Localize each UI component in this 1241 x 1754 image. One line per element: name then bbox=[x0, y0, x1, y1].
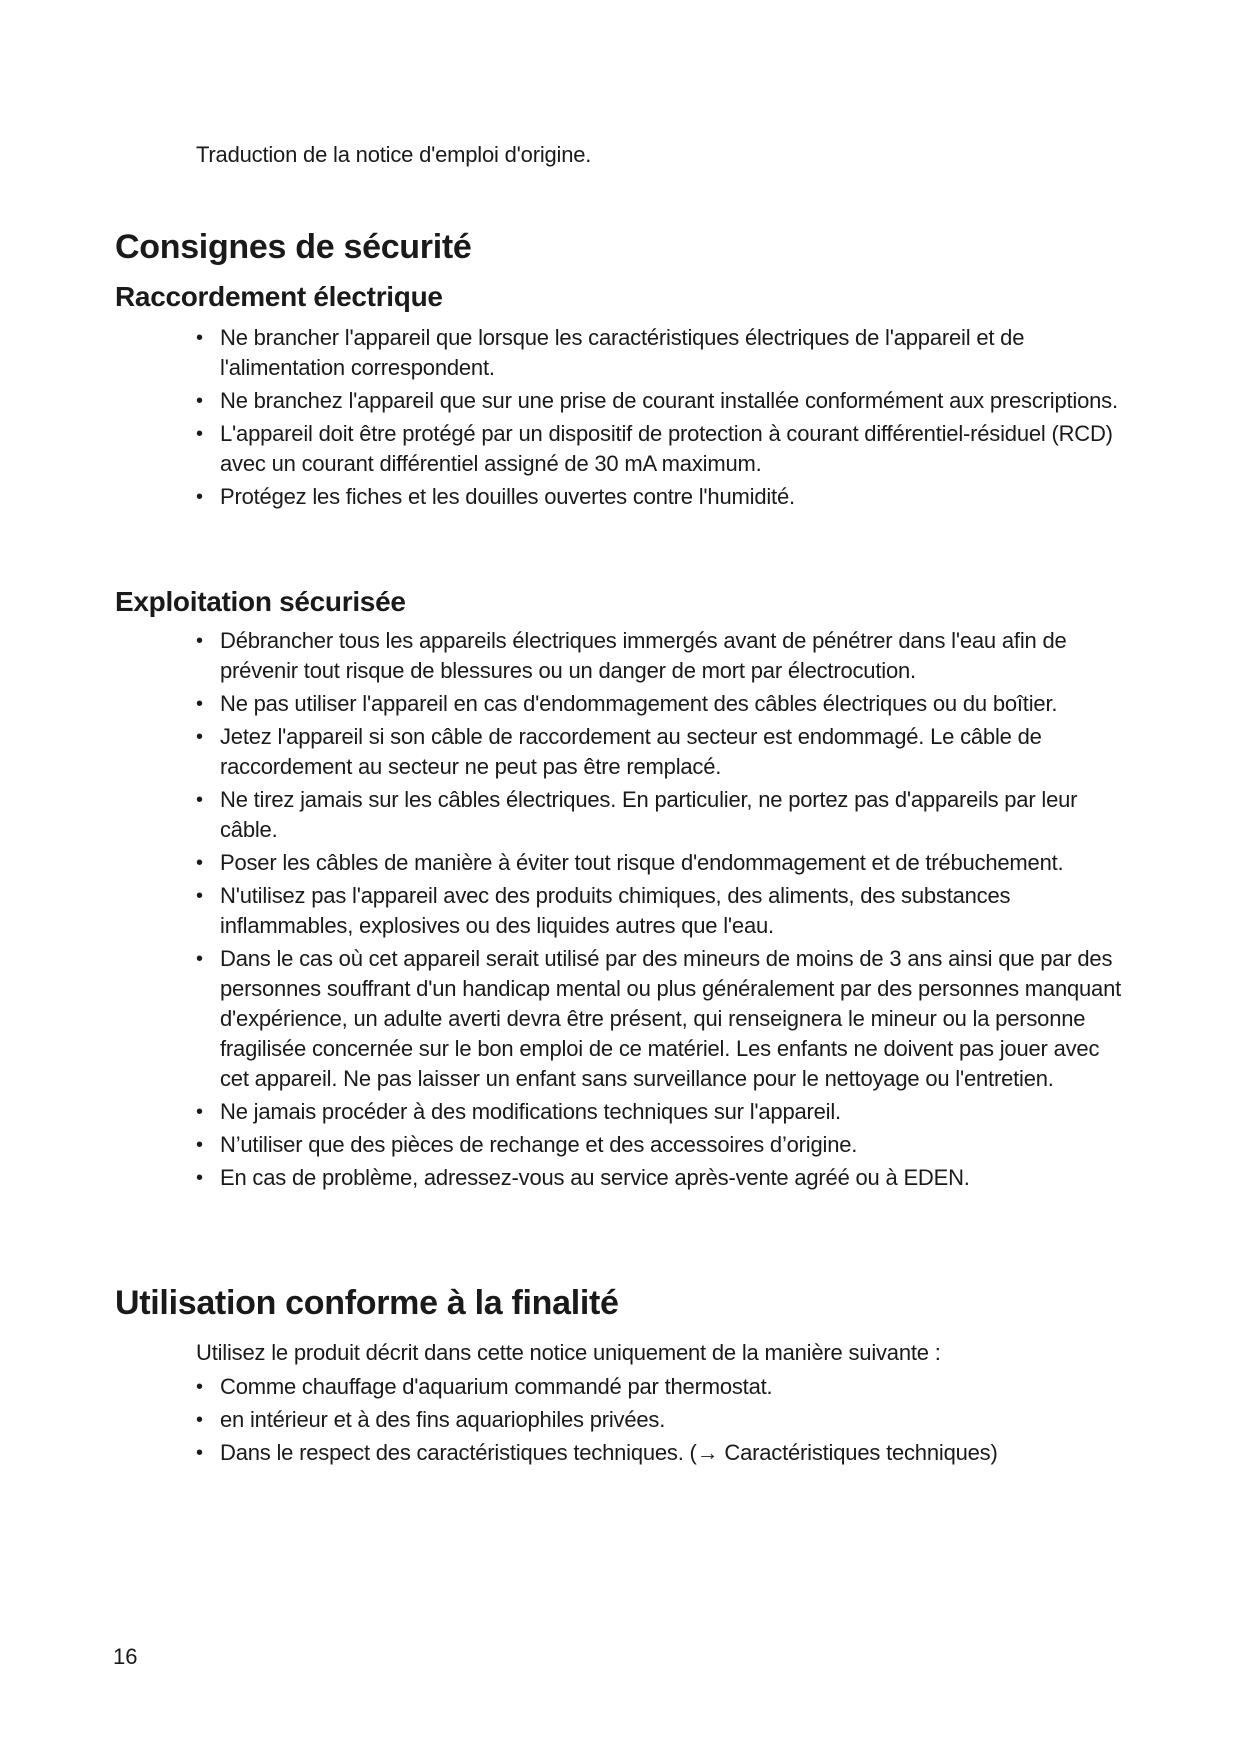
bullet-icon: • bbox=[196, 789, 203, 811]
list-item bbox=[196, 785, 1126, 845]
list-item bbox=[196, 386, 1126, 416]
bullet-icon: • bbox=[196, 1101, 203, 1123]
bullet-icon: • bbox=[196, 630, 203, 652]
list-item bbox=[196, 1097, 1126, 1127]
bullet-icon: • bbox=[196, 852, 203, 874]
bullet-icon: • bbox=[196, 1409, 203, 1431]
list-item-text: Protégez les fiches et les douilles ouvertes contre l'humidité. bbox=[220, 484, 795, 509]
list-item bbox=[196, 323, 1126, 383]
intended-use-title: Utilisation conforme à la finalité bbox=[115, 1284, 619, 1322]
list-item bbox=[196, 419, 1126, 479]
list-item-text: Jetez l'appareil si son câble de raccordement au secteur est endommagé. Le câble de raccordement au secteur ne peut pas être remplacé. bbox=[220, 724, 1042, 779]
list-item bbox=[196, 1130, 1126, 1160]
list-item-text: Dans le respect des caractéristiques techniques. (→ Caractéristiques techniques) bbox=[220, 1440, 998, 1465]
bullet-icon: • bbox=[196, 1376, 203, 1398]
bullet-icon: • bbox=[196, 693, 203, 715]
list-item bbox=[196, 1163, 1126, 1193]
safety-title: Consignes de sécurité bbox=[115, 228, 472, 266]
list-item bbox=[196, 848, 1126, 878]
list-item-text: Poser les câbles de manière à éviter tout risque d'endommagement et de trébuchement. bbox=[220, 850, 1064, 875]
list-item bbox=[196, 944, 1126, 1094]
list-item-text: Débrancher tous les appareils électriques immergés avant de pénétrer dans l'eau afin de prévenir tout risque de blessures ou un danger de mort par électrocution. bbox=[220, 628, 1067, 683]
bullet-icon: • bbox=[196, 726, 203, 748]
list-item-text: N’utiliser que des pièces de rechange et des accessoires d’origine. bbox=[220, 1132, 858, 1157]
list-item-text: Ne jamais procéder à des modifications techniques sur l'appareil. bbox=[220, 1099, 841, 1124]
operation-heading: Exploitation sécurisée bbox=[115, 586, 406, 617]
electrical-heading: Raccordement électrique bbox=[115, 281, 443, 312]
list-item bbox=[196, 881, 1126, 941]
list-item bbox=[196, 1438, 1126, 1468]
bullet-icon: • bbox=[196, 885, 203, 907]
bullet-icon: • bbox=[196, 423, 203, 445]
list-item bbox=[196, 722, 1126, 782]
list-item-text: Comme chauffage d'aquarium commandé par thermostat. bbox=[220, 1374, 773, 1399]
list-item-text: N'utilisez pas l'appareil avec des produits chimiques, des aliments, des substances inflammables, explosives ou des liquides autres que l'eau. bbox=[220, 883, 1011, 938]
list-item bbox=[196, 1372, 1126, 1402]
bullet-icon: • bbox=[196, 1167, 203, 1189]
list-item-text: Ne branchez l'appareil que sur une prise de courant installée conformément aux prescriptions. bbox=[220, 388, 1118, 413]
bullet-icon: • bbox=[196, 948, 203, 970]
bullet-icon: • bbox=[196, 1442, 203, 1464]
list-item-text: Ne pas utiliser l'appareil en cas d'endommagement des câbles électriques ou du boîtier. bbox=[220, 691, 1058, 716]
intended-use-intro: Utilisez le produit décrit dans cette notice uniquement de la manière suivante : bbox=[196, 1340, 941, 1365]
list-item-text: Ne brancher l'appareil que lorsque les caractéristiques électriques de l'appareil et de l'alimentation correspondent. bbox=[220, 325, 1025, 380]
list-item-text: Ne tirez jamais sur les câbles électriques. En particulier, ne portez pas d'appareils par leur câble. bbox=[220, 787, 1078, 842]
list-item-text: Dans le cas où cet appareil serait utilisé par des mineurs de moins de 3 ans ainsi que par des personnes souffrant d'un handicap mental ou plus généralement par des personnes manquant d'expérience, un adulte averti devra être présent, qui renseignera le mineur ou la personne fragilisée concernée sur le bon emploi de ce matériel. Les enfants ne doivent pas jouer avec cet appareil. Ne pas laisser un enfant sans surveillance pour le nettoyage ou l'entretien. bbox=[220, 946, 1122, 1091]
list-item-text: L'appareil doit être protégé par un dispositif de protection à courant différentiel-résiduel (RCD) avec un courant différentiel assigné de 30 mA maximum. bbox=[220, 421, 1113, 476]
intended-use-list bbox=[196, 1372, 1126, 1471]
list-item-text: En cas de problème, adressez-vous au service après-vente agréé ou à EDEN. bbox=[220, 1165, 970, 1190]
electrical-list bbox=[196, 323, 1126, 515]
bullet-icon: • bbox=[196, 1134, 203, 1156]
operation-list bbox=[196, 626, 1126, 1196]
list-item-text: en intérieur et à des fins aquariophiles privées. bbox=[220, 1407, 666, 1432]
list-item bbox=[196, 689, 1126, 719]
page-number: 16 bbox=[113, 1644, 138, 1669]
intro-text: Traduction de la notice d'emploi d'origine. bbox=[196, 142, 592, 167]
list-item bbox=[196, 626, 1126, 686]
bullet-icon: • bbox=[196, 390, 203, 412]
list-item bbox=[196, 482, 1126, 512]
list-item bbox=[196, 1405, 1126, 1435]
bullet-icon: • bbox=[196, 327, 203, 349]
bullet-icon: • bbox=[196, 486, 203, 508]
